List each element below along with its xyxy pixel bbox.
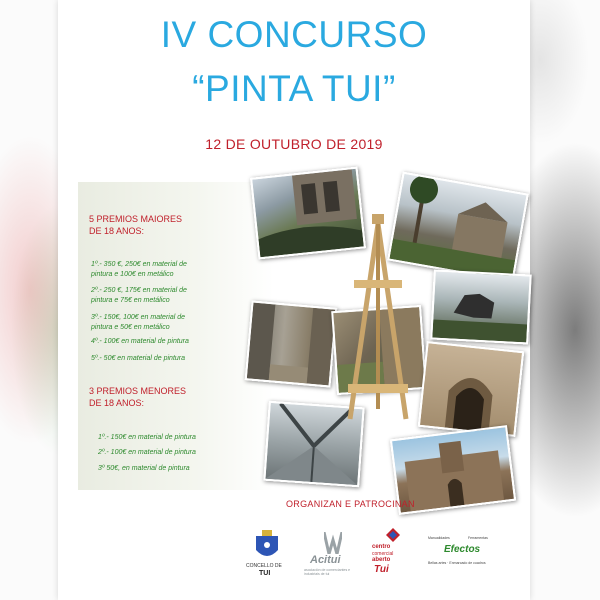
major-prize-3-line1: 3º.- 150€, 100€ en material de (91, 314, 186, 321)
concello-line2: TUI (259, 570, 271, 577)
minor-prize-1: 1º.- 150€ en material de pintura (98, 434, 196, 441)
acitui-mark-icon (324, 532, 342, 554)
efectos-name: Efectos (444, 544, 481, 555)
event-date: 12 DE OUTUBRO DE 2019 (205, 136, 383, 152)
concello-tui-logo (246, 528, 284, 578)
minor-prizes-heading-1: 3 PREMIOS MENORES (89, 386, 187, 396)
centro-line2: comercial (372, 551, 394, 557)
centro-line4: Tui (374, 564, 389, 575)
major-prize-3-line2: pintura e 50€ en metálico (91, 324, 170, 331)
organizers-label: ORGANIZAN E PATROCINAN (286, 499, 415, 509)
minor-prize-3: 3º 50€, en material de pintura (98, 465, 190, 472)
efectos-top-left: Manualidades (428, 536, 450, 540)
concello-line1: CONCELLO DE (246, 563, 282, 569)
centro-comercial-logo (364, 528, 414, 582)
acitui-subtitle: asociación de comerciantes e industriais de tui (304, 568, 351, 576)
major-prize-4: 4º.- 100€ en material de pintura (91, 338, 189, 345)
easel-illustration (328, 214, 428, 424)
centro-line3: aberto (372, 557, 391, 563)
major-prize-1-line2: pintura e 100€ en metálico (91, 271, 174, 278)
poster-title-line1: IV CONCURSO (160, 14, 428, 55)
photo-horse-statue (430, 269, 532, 344)
centro-comercial-mark-icon (386, 528, 400, 542)
poster (58, 0, 530, 600)
prizes-panel (78, 182, 274, 490)
photo-narrow-street (245, 300, 338, 387)
major-prize-2-line1: 2º.- 250 €, 175€ en material de (91, 287, 187, 294)
efectos-top-right: Ferramentas (468, 536, 488, 540)
efectos-logo (428, 536, 508, 576)
major-prize-2-line2: pintura e 75€ en metálico (91, 297, 170, 304)
acitui-logo (304, 532, 364, 582)
poster-title-line2: “PINTA TUI” (192, 68, 396, 109)
minor-prizes-heading-2: DE 18 ANOS: (89, 398, 145, 408)
minor-prize-2: 2º.- 100€ en material de pintura (98, 449, 196, 456)
coat-of-arms-icon (250, 528, 284, 562)
major-prize-5: 5º.- 50€ en material de pintura (91, 355, 186, 362)
centro-line1: centro (372, 544, 391, 550)
major-prizes-heading-1: 5 PREMIOS MAIORES (89, 214, 183, 224)
street-illustration (247, 303, 335, 386)
major-prizes-heading-2: DE 18 ANOS: (89, 226, 145, 236)
major-prize-1-line1: 1º.- 350 €, 250€ en material de (91, 261, 187, 268)
acitui-name: Acitui (310, 554, 341, 566)
door-illustration (420, 343, 522, 434)
statue-illustration (432, 272, 529, 343)
photo-romanesque-door (418, 341, 524, 437)
efectos-subtitle: Bellas artes · Enmarcado de cuadros (428, 561, 486, 565)
